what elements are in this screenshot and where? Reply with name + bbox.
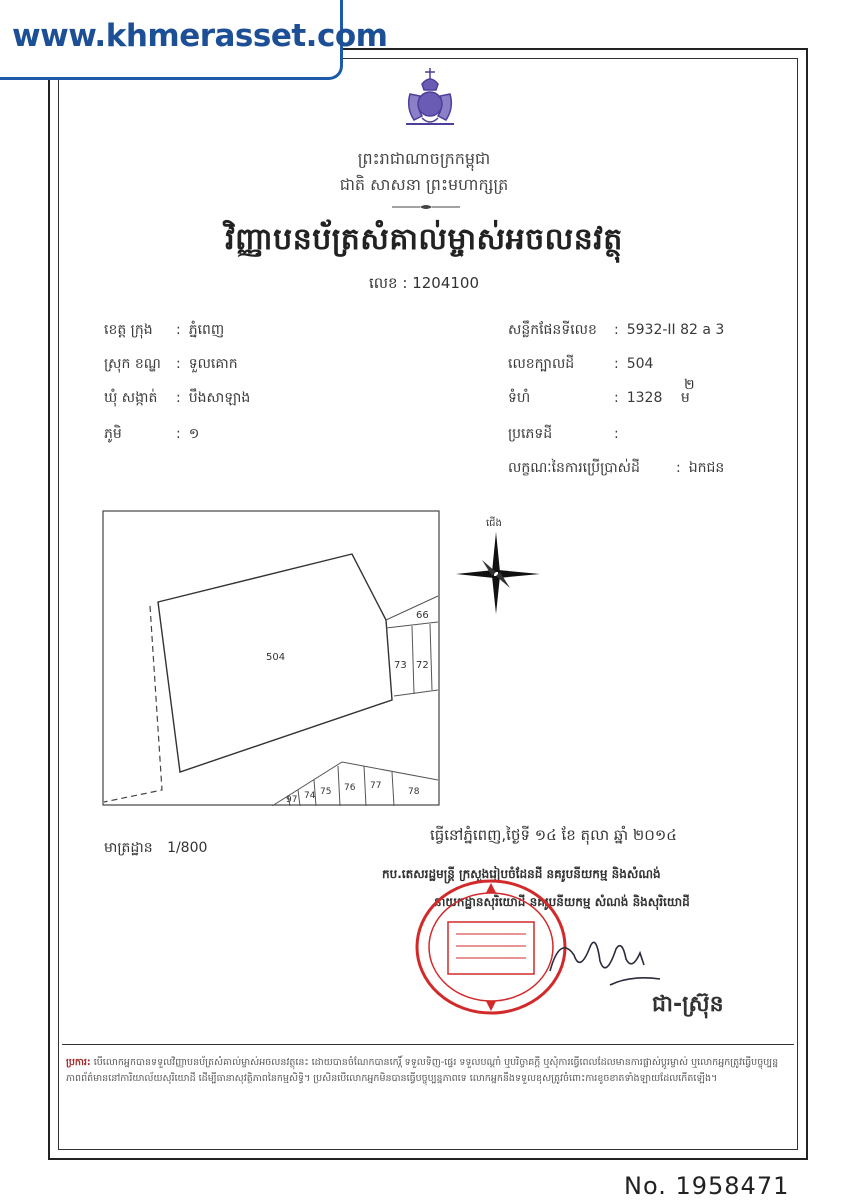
parcel-label-73: 73 [394, 660, 407, 671]
parcel-label-72: 72 [416, 660, 429, 671]
national-motto: ជាតិ សាសនា ព្រះមហាក្សត្រ [339, 175, 509, 194]
number-value: 1204100 [412, 274, 479, 292]
ornament-divider [390, 203, 462, 211]
serial-number: No. 1958471 [624, 1172, 790, 1200]
website-url[interactable]: www.khmerasset.com [12, 18, 388, 54]
field-province: ខេត្ត ក្រុង : ភ្នំពេញ [104, 322, 225, 338]
legal-notice [62, 1044, 794, 1141]
signatory-name: ជា-ស្រ៊ុន [652, 992, 724, 1017]
notice-body: បើលោកអ្នកបានទទួលវិញ្ញាបនប័ត្រសំគាល់ម្ចាស់អចលនវត្ថុនេះ ដោយបានចំណែកបានកេរ្តិ៍ ទទួលទិញ-ផ្ទេរ ទទួលបណ្តាំ ឬបរិច្ចាគក្តី ឬសុំការធ្វើពេលដែលមានការផ្លាស់ប្តូរម្ចាស់ ឬលោកអ្នកត្រូវធ្វើបច្ចុប្បន្នភាពព័ត៌មាននៅការិយាល័យសុរិយោដី ដើម្បីធានាសុវត្ថិភាពនៃកម្មសិទ្ធិ។ ប្រសិនបើលោកអ្នកមិនបានធ្វើបច្ចុប្បន្នភាពទេ លោកអ្នកនឹងទទួលខុសត្រូវចំពោះការខូចខាតទាំងឡាយដែលកើតឡើង។ [66, 1057, 779, 1084]
parcel-label-504: 504 [266, 652, 286, 663]
parcel-label-76: 76 [344, 783, 356, 793]
signatory-department: នាយកដ្ឋានសុរិយោដី នគរូបនីយកម្ម សំណង់ និងសុរិយោដី [434, 895, 690, 909]
handwritten-signature [540, 925, 680, 995]
parcel-label-97: 97 [286, 795, 298, 805]
north-label: ជើង [486, 518, 502, 529]
area-unit-superscript: ២ [684, 377, 695, 393]
parcel-label-77: 77 [370, 781, 382, 791]
kingdom-name: ព្រះរាជាណាចក្រកម្ពុជា [357, 149, 491, 168]
parcel-label-74: 74 [304, 791, 316, 801]
website-banner [0, 0, 388, 80]
field-parcel-number: លេខក្បាលដី : 504 [508, 356, 654, 372]
parcel-label-78: 78 [408, 787, 420, 797]
certificate-title: វិញ្ញាបនប័ត្រសំគាល់ម្ចាស់អចលនវត្ថុ [225, 222, 623, 257]
field-commune: ឃុំ សង្កាត់ : បឹងសាឡាង [104, 390, 251, 406]
field-area: ទំហំ : 1328 ម [508, 390, 690, 406]
parcel-label-66: 66 [416, 610, 429, 621]
notice-label: ប្រការ: [66, 1057, 91, 1068]
royal-emblem-icon [392, 64, 468, 130]
certificate-number: លេខ : 1204100 [369, 274, 479, 292]
field-district: ស្រុក ខណ្ឌ : ទួលគោក [104, 356, 238, 372]
field-land-type: ប្រភេទដី : [508, 426, 619, 442]
parcel-map [102, 510, 440, 806]
north-arrow-icon [452, 514, 542, 620]
number-label: លេខ [369, 274, 398, 292]
field-map-sheet: សន្លឹកផែនទីលេខ : 5932-II 82 a 3 [508, 322, 725, 338]
area-unit: ម [680, 390, 690, 406]
parcel-label-75: 75 [320, 787, 332, 797]
issue-date: ធ្វើនៅភ្នំពេញ,ថ្ងៃទី ១៤ ខែ តុលា ឆ្នាំ ២០១៤ [430, 826, 677, 844]
signatory-title: កប.តេសរដ្ឋមន្ត្រី ក្រសួងរៀបចំដែនដី នគរូបនីយកម្ម និងសំណង់ [382, 867, 661, 881]
field-village: ភូមិ : ១ [104, 426, 200, 442]
map-scale: មាត្រដ្ឋាន 1/800 [104, 840, 208, 856]
field-land-use: លក្ខណៈនៃការប្រើប្រាស់ដី : ឯកជន [508, 460, 725, 476]
